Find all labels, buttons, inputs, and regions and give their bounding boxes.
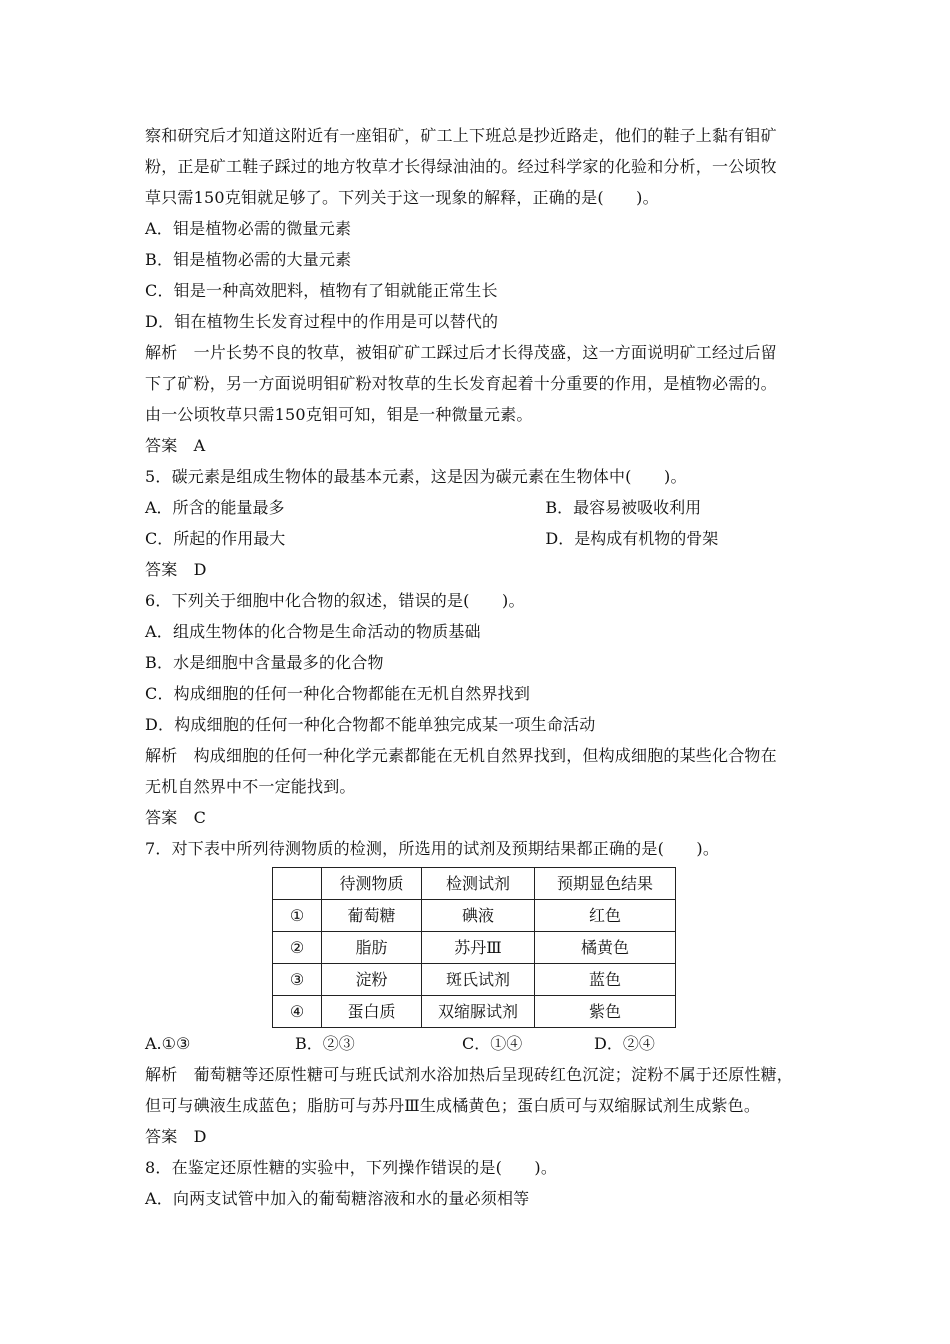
table-row	[273, 964, 676, 996]
table-cell: 碘液	[422, 900, 535, 932]
table-cell: 紫色	[535, 996, 676, 1028]
text-line: 粉，正是矿工鞋子踩过的地方牧草才长得绿油油的。经过科学家的化验和分析，一公顷牧	[145, 157, 777, 176]
option-a: A．钼是植物必需的微量元素	[145, 219, 352, 238]
q8-option-a: A．向两支试管中加入的葡萄糖溶液和水的量必须相等	[145, 1189, 530, 1208]
q6-option-c: C．构成细胞的任何一种化合物都能在无机自然界找到	[145, 684, 531, 703]
q7-option-d: D．②④	[594, 1034, 655, 1053]
table-cell: 葡萄糖	[322, 900, 422, 932]
q5-options-row-1	[145, 492, 825, 523]
table-row	[273, 900, 676, 932]
option-b: B．钼是植物必需的大量元素	[145, 250, 352, 269]
answer-line: 答案 D	[145, 1127, 207, 1146]
table-cell: 蓝色	[535, 964, 676, 996]
table-cell: 苏丹Ⅲ	[422, 932, 535, 964]
question-5: 5．碳元素是组成生物体的最基本元素，这是因为碳元素在生物体中( )。	[145, 467, 687, 486]
q7-option-a: A.①③	[145, 1034, 191, 1053]
table-cell: ②	[273, 932, 322, 964]
table-cell: 双缩脲试剂	[422, 996, 535, 1028]
q7-option-c: C．①④	[462, 1034, 523, 1053]
table-cell: 蛋白质	[322, 996, 422, 1028]
analysis-line: 由一公顷牧草只需150克钼可知，钼是一种微量元素。	[145, 405, 533, 424]
table-header-row	[273, 868, 676, 900]
analysis-line: 但可与碘液生成蓝色；脂肪可与苏丹Ⅲ生成橘黄色；蛋白质可与双缩脲试剂生成紫色。	[145, 1096, 761, 1115]
answer-line: 答案 A	[145, 436, 206, 455]
q6-option-a: A．组成生物体的化合物是生命活动的物质基础	[145, 622, 481, 641]
table-header-cell: 待测物质	[322, 868, 422, 900]
q5-option-a: A．所含的能量最多	[145, 498, 285, 517]
q5-option-d: D．是构成有机物的骨架	[545, 529, 719, 548]
analysis-line: 无机自然界中不一定能找到。	[145, 777, 356, 796]
table-header-cell: 检测试剂	[422, 868, 535, 900]
answer-line: 答案 D	[145, 560, 207, 579]
q7-options-row	[145, 1028, 825, 1059]
table-cell: ①	[273, 900, 322, 932]
table-header-cell	[273, 868, 322, 900]
option-c: C．钼是一种高效肥料，植物有了钼就能正常生长	[145, 281, 498, 300]
q7-option-b: B．②③	[295, 1034, 355, 1053]
text-line: 草只需150克钼就足够了。下列关于这一现象的解释，正确的是( )。	[145, 188, 659, 207]
answer-line: 答案 C	[145, 808, 207, 827]
q6-option-d: D．构成细胞的任何一种化合物都不能单独完成某一项生命活动	[145, 715, 596, 734]
question-8: 8．在鉴定还原性糖的实验中，下列操作错误的是( )。	[145, 1158, 558, 1177]
table-cell: ④	[273, 996, 322, 1028]
q5-options-row-2	[145, 523, 825, 554]
question-7: 7．对下表中所列待测物质的检测，所选用的试剂及预期结果都正确的是( )。	[145, 839, 720, 858]
table-cell: 淀粉	[322, 964, 422, 996]
text-line: 察和研究后才知道这附近有一座钼矿，矿工上下班总是抄近路走，他们的鞋子上黏有钼矿	[145, 126, 777, 145]
table-cell: ③	[273, 964, 322, 996]
option-d: D．钼在植物生长发育过程中的作用是可以替代的	[145, 312, 499, 331]
table-cell: 橘黄色	[535, 932, 676, 964]
table-header-cell: 预期显色结果	[535, 868, 676, 900]
table-cell: 脂肪	[322, 932, 422, 964]
table-row	[273, 932, 676, 964]
table-cell: 斑氏试剂	[422, 964, 535, 996]
analysis-line: 解析 构成细胞的任何一种化学元素都能在无机自然界找到，但构成细胞的某些化合物在	[145, 746, 777, 765]
analysis-line: 解析 一片长势不良的牧草，被钼矿矿工踩过后才长得茂盛，这一方面说明矿工经过后留	[145, 343, 777, 362]
table-row	[273, 996, 676, 1028]
question-6: 6．下列关于细胞中化合物的叙述，错误的是( )。	[145, 591, 525, 610]
q5-option-c: C．所起的作用最大	[145, 529, 286, 548]
table-cell: 红色	[535, 900, 676, 932]
analysis-line: 解析 葡萄糖等还原性糖可与班氏试剂水浴加热后呈现砖红色沉淀；淀粉不属于还原性糖，	[145, 1065, 794, 1084]
document-body	[145, 120, 825, 1214]
analysis-line: 下了矿粉，另一方面说明钼矿粉对牧草的生长发育起着十分重要的作用，是植物必需的。	[145, 374, 777, 393]
q6-option-b: B．水是细胞中含量最多的化合物	[145, 653, 384, 672]
reagent-table	[272, 867, 676, 1028]
q5-option-b: B．最容易被吸收利用	[545, 498, 702, 517]
